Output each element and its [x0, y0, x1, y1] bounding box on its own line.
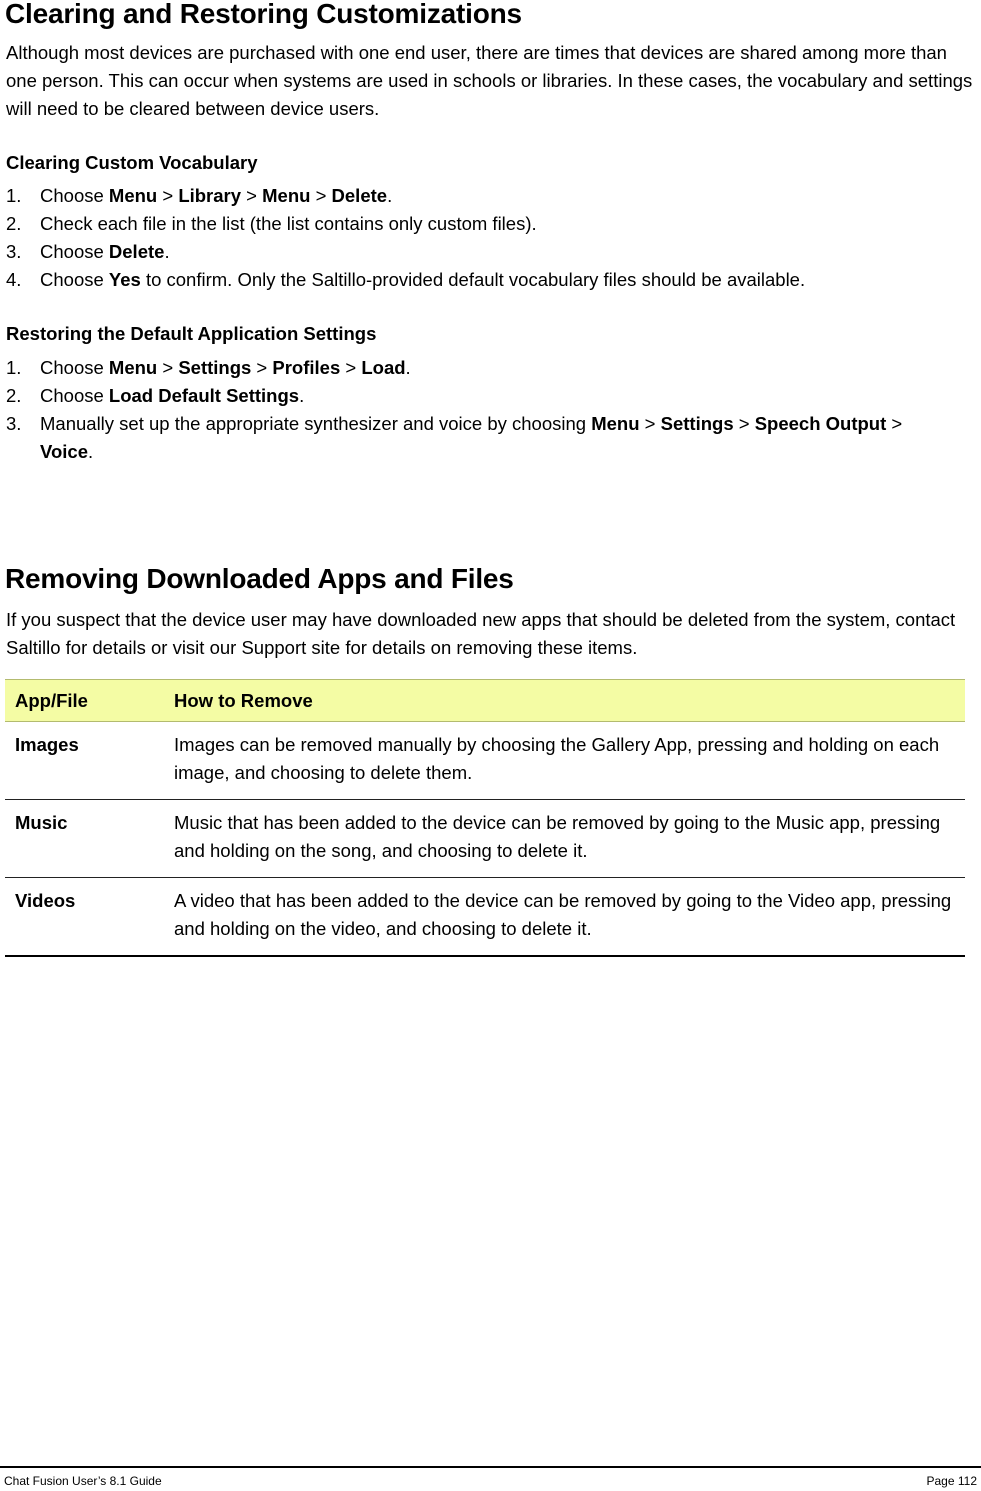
section-intro-removing-apps: If you suspect that the device user may have downloaded new apps that should be deleted from the system, contact Saltillo for details or visit our Support site for details on removing these items. — [6, 609, 956, 658]
row-label: Images — [5, 722, 164, 800]
list-item: 3. Choose Delete. — [6, 241, 170, 262]
list-item: 2. Choose Load Default Settings. — [6, 385, 305, 406]
table-header-row — [5, 680, 965, 722]
row-description: Music that has been added to the device can be removed by going to the Music app, pressing and holding on the song, and choosing to delete it. — [164, 800, 965, 878]
list-item: 1. Choose Menu > Settings > Profiles > Load. — [6, 357, 411, 378]
list-item: 1. Choose Menu > Library > Menu > Delete. — [6, 185, 393, 206]
row-label: Music — [5, 800, 164, 878]
column-header-how-to-remove: How to Remove — [164, 680, 965, 722]
clearing-steps-list — [6, 182, 946, 294]
table-row — [5, 722, 965, 800]
list-item: 2. Check each file in the list (the list contains only custom files). — [6, 213, 537, 234]
clearing-vocabulary-heading: Clearing Custom Vocabulary — [6, 152, 258, 173]
section-title-customizations: Clearing and Restoring Customizations — [5, 0, 522, 29]
column-header-app-file: App/File — [5, 680, 164, 722]
table-row — [5, 800, 965, 878]
restoring-steps-list — [6, 354, 946, 466]
restoring-settings-heading: Restoring the Default Application Settings — [6, 323, 377, 344]
list-item: 4. Choose Yes to confirm. Only the Saltillo-provided default vocabulary files should be available. — [6, 269, 806, 290]
row-description: A video that has been added to the device can be removed by going to the Video app, pressing and holding on the video, and choosing to delete it. — [164, 878, 965, 957]
footer-divider — [0, 1466, 981, 1468]
list-item: 3. Manually set up the appropriate synthesizer and voice by choosing Menu > Settings > Speech Output > Voice. — [6, 413, 903, 462]
section-title-removing-apps: Removing Downloaded Apps and Files — [5, 563, 514, 594]
table-row — [5, 878, 965, 957]
removal-table — [5, 679, 965, 957]
row-description: Images can be removed manually by choosing the Gallery App, pressing and holding on each image, and choosing to delete them. — [164, 722, 965, 800]
footer-page-number: Page 112 — [926, 1474, 977, 1488]
section-intro-customizations: Although most devices are purchased with one end user, there are times that devices are shared among more than one person. This can occur when systems are used in schools or libraries. In these cases, the vocabulary and settings will need to be cleared between device users. — [6, 42, 973, 119]
footer-guide-title: Chat Fusion User’s 8.1 Guide — [4, 1474, 162, 1488]
row-label: Videos — [5, 878, 164, 957]
